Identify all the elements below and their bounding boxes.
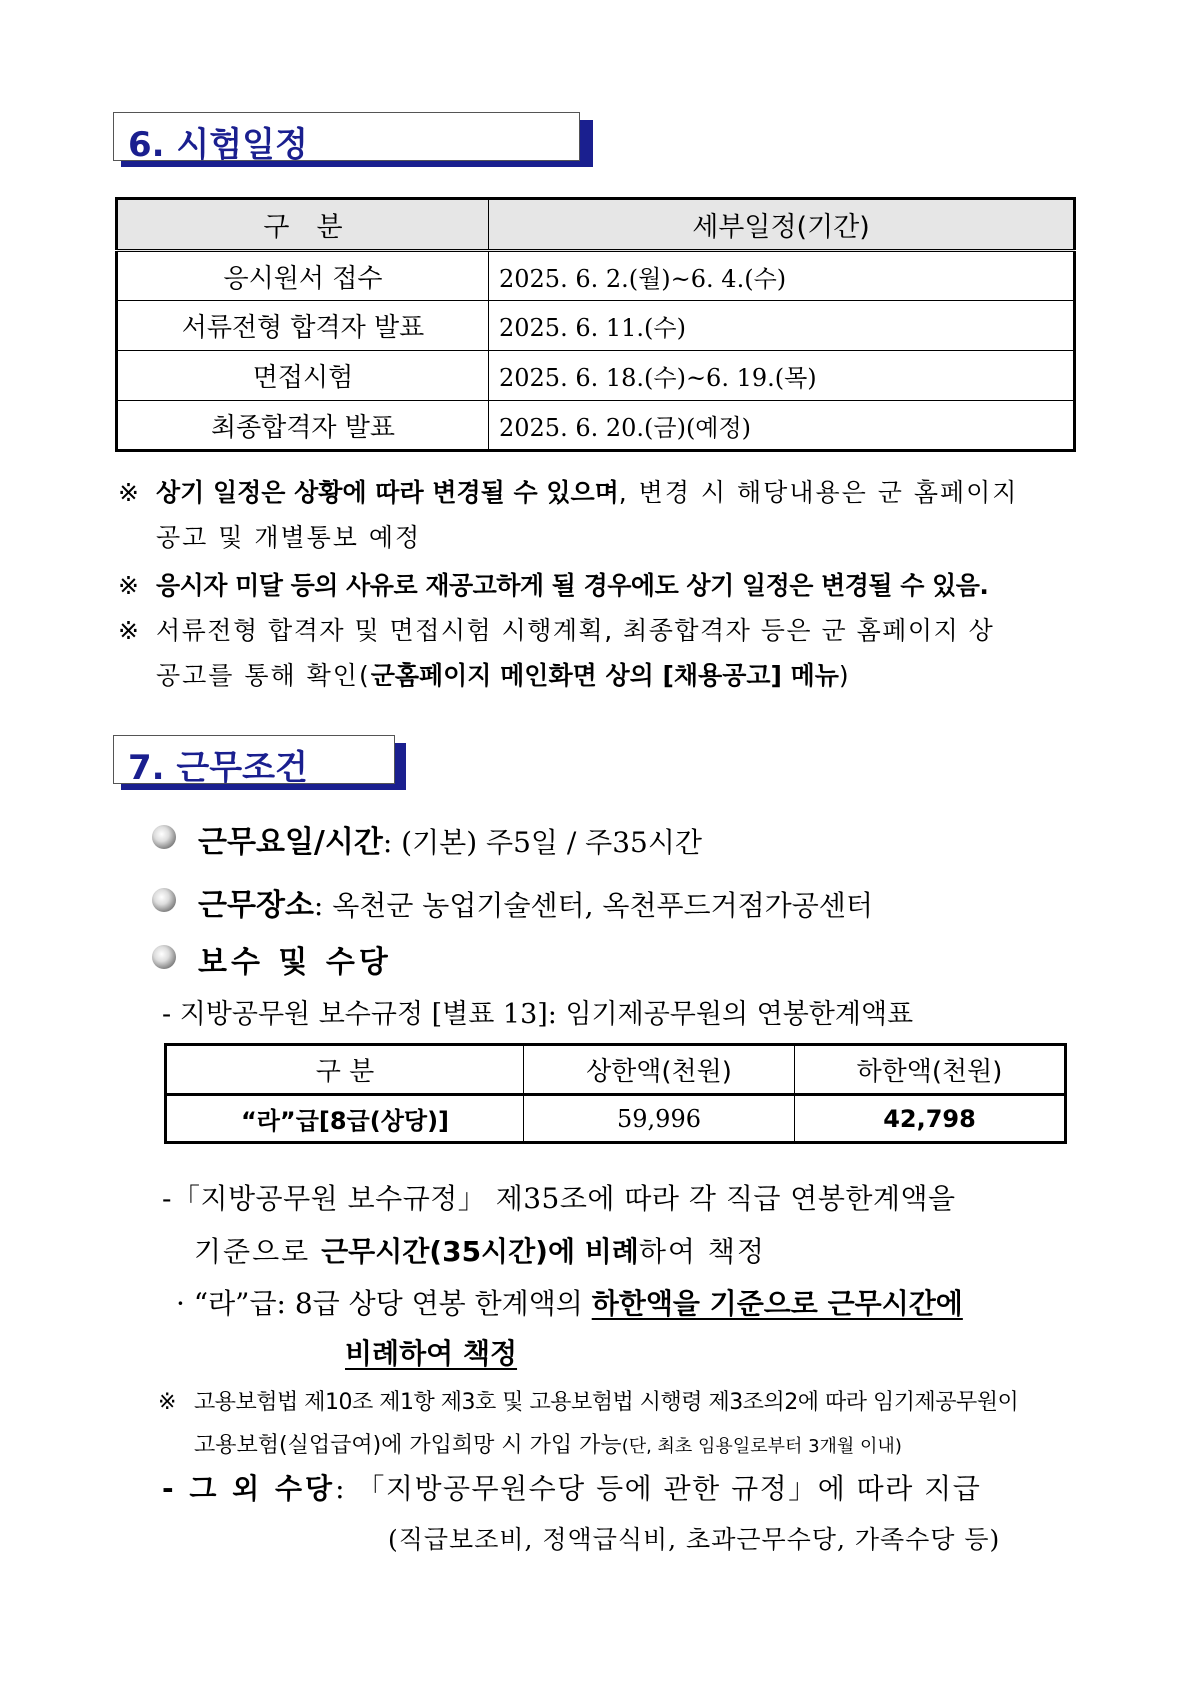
pay-header-upper: 상한액(천원): [524, 1045, 795, 1095]
schedule-item: 면접시험: [117, 351, 489, 401]
pay-lower-value: 42,798: [795, 1095, 1066, 1143]
insurance-line1: [158, 1385, 1018, 1416]
work-days: [198, 817, 702, 861]
schedule-date: 2025. 6. 2.(월)~6. 4.(수): [489, 251, 1075, 301]
pay-grade: “라”급[8급(상당)]: [166, 1095, 524, 1143]
note-mark: ※: [118, 616, 139, 645]
note-3: [118, 611, 994, 647]
note-1: [118, 473, 1018, 509]
other-allowance-detail: (직급보조비, 정액급식비, 초과근무수당, 가족수당 등): [388, 1525, 1001, 1554]
insurance-line2-text: 고용보험(실업급여)에 가입희망 시 가입 가능: [194, 1433, 622, 1458]
table-row: [117, 401, 1075, 451]
other-allowance-label: - 그 외 수당: [162, 1472, 336, 1505]
schedule-item: 서류전형 합격자 발표: [117, 301, 489, 351]
section7-header: [113, 735, 406, 790]
note-3-line2: [156, 656, 849, 692]
section6-header: [113, 112, 593, 167]
ra-grade-line2: 비례하여 책정: [345, 1337, 518, 1370]
schedule-header-category: 구 분: [117, 199, 489, 251]
schedule-date: 2025. 6. 18.(수)~6. 19.(목): [489, 351, 1075, 401]
schedule-item: 최종합격자 발표: [117, 401, 489, 451]
note-1-rest: , 변경 시 해당내용은 군 홈페이지: [618, 478, 1019, 507]
ra-grade-line1: [176, 1282, 963, 1322]
table-row: [166, 1095, 1066, 1143]
note-1-bold: 상기 일정은 상황에 따라 변경될 수 있으며: [156, 478, 619, 507]
pay-upper-value: 59,996: [524, 1095, 795, 1143]
note-3-line1: 서류전형 합격자 및 면접시험 시행계획, 최종합격자 등은 군 홈페이지 상: [156, 616, 995, 645]
table-row: [117, 351, 1075, 401]
note-2-text: 응시자 미달 등의 사유로 재공고하게 될 경우에도 상기 일정은 변경될 수 있음.: [156, 571, 989, 600]
note-3-post: ): [838, 661, 849, 690]
pay-table: [164, 1043, 1067, 1144]
pay-header-category: 구 분: [166, 1045, 524, 1095]
insurance-mark: ※: [158, 1390, 176, 1415]
schedule-table: [115, 197, 1076, 452]
note-1-line2: 공고 및 개별통보 예정: [156, 523, 422, 552]
bullet-icon: [152, 945, 176, 969]
proportional-line1: -「지방공무원 보수규정」 제35조에 따라 각 직급 연봉한계액을: [162, 1182, 956, 1215]
workplace-label: 근무장소: [198, 888, 314, 923]
bullet-icon: [152, 825, 176, 849]
note-3-bold: 군홈페이지 메인화면 상의 [채용공고] 메뉴: [370, 661, 839, 690]
proportional-pre: 기준으로: [194, 1235, 322, 1268]
section7-title: 7. 근무조건: [128, 748, 308, 788]
insurance-line2: [194, 1428, 902, 1459]
note-mark: ※: [118, 571, 139, 600]
workplace: [198, 880, 873, 924]
table-row: [117, 251, 1075, 301]
ra-grade-pre: · “라”급: 8급 상당 연봉 한계액의: [176, 1287, 592, 1320]
proportional-post: 하여 책정: [638, 1235, 766, 1268]
proportional-bold: 근무시간(35시간)에 비례: [321, 1235, 639, 1268]
other-allowance-value: : 「지방공무원수당 등에 관한 규정」에 따라 지급: [335, 1472, 982, 1505]
schedule-header-period: 세부일정(기간): [489, 199, 1075, 251]
table-row: [117, 301, 1075, 351]
pay-header-lower: 하한액(천원): [795, 1045, 1066, 1095]
bullet-icon: [152, 888, 176, 912]
note-3-pre: 공고를 통해 확인(: [156, 661, 371, 690]
workplace-value: : 옥천군 농업기술센터, 옥천푸드거점가공센터: [313, 889, 873, 922]
note-mark: ※: [118, 478, 139, 507]
section6-title: 6. 시험일정: [128, 125, 308, 165]
insurance-line2-small: (단, 최초 임용일로부터 3개월 이내): [621, 1436, 902, 1457]
ra-grade-underline: 하한액을 기준으로 근무시간에: [591, 1287, 963, 1320]
schedule-item: 응시원서 접수: [117, 251, 489, 301]
schedule-date: 2025. 6. 20.(금)(예정): [489, 401, 1075, 451]
pay-rule: - 지방공무원 보수규정 [별표 13]: 임기제공무원의 연봉한계액표: [162, 999, 914, 1030]
insurance-line1-text: 고용보험법 제10조 제1항 제3호 및 고용보험법 시행령 제3조의2에 따라 임기제공무원이: [194, 1390, 1019, 1415]
work-days-label: 근무요일/시간: [198, 825, 383, 860]
work-days-value: : (기본) 주5일 / 주35시간: [382, 826, 702, 859]
pay-label: 보수 및 수당: [198, 945, 392, 980]
proportional-line2: [194, 1230, 766, 1270]
note-2: [118, 566, 988, 602]
other-allowance: [162, 1467, 981, 1507]
schedule-date: 2025. 6. 11.(수): [489, 301, 1075, 351]
